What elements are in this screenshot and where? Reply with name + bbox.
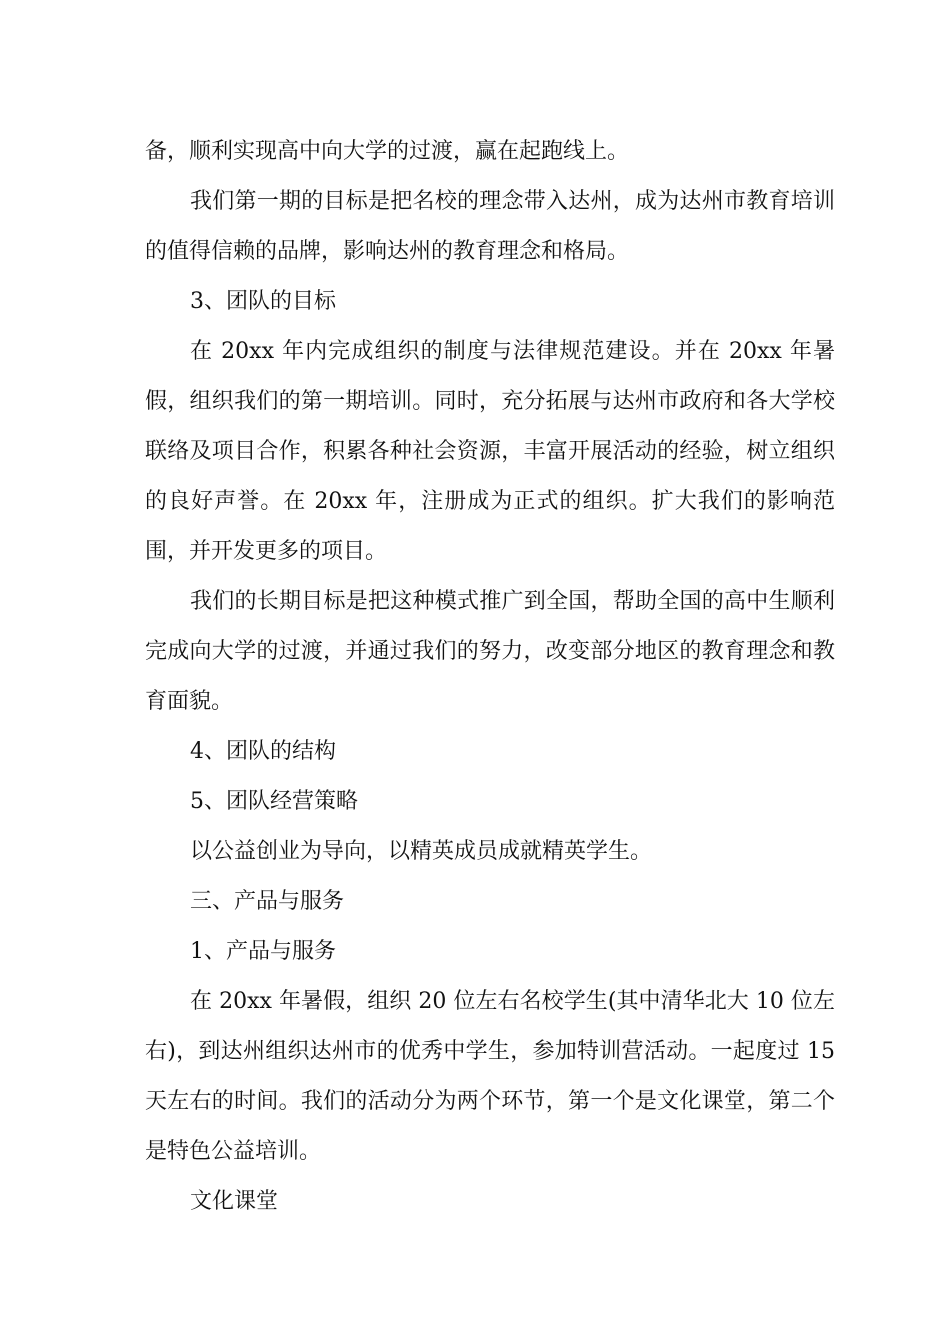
heading-products-services: 1、产品与服务 xyxy=(190,939,336,964)
paragraph-first-phase-goal: 我们第一期的目标是把名校的理念带入达州，成为达州市教育培训的值得信赖的品牌，影响达州的教育理念和格局。 xyxy=(145,189,835,264)
paragraph-continuation: 备，顺利实现高中向大学的过渡，赢在起跑线上。 xyxy=(145,139,630,164)
heading-culture-class: 文化课堂 xyxy=(190,1189,279,1214)
paragraph-summer-camp: 在 20xx 年暑假，组织 20 位左右名校学生(其中清华北大 10 位左右)，到达州组织达州市的优秀中学生，参加特训营活动。一起度过 15 天左右的时间。我们的活动分为两个环节，第一个是文化课堂，第二个是特色公益培训。 xyxy=(145,989,835,1164)
heading-team-strategy: 5、团队经营策略 xyxy=(190,789,358,814)
heading-team-structure: 4、团队的结构 xyxy=(190,739,336,764)
paragraph-long-term-goal: 我们的长期目标是把这种模式推广到全国，帮助全国的高中生顺利完成向大学的过渡，并通过我们的努力，改变部分地区的教育理念和教育面貌。 xyxy=(145,589,835,714)
paragraph-strategy: 以公益创业为导向，以精英成员成就精英学生。 xyxy=(190,839,653,864)
heading-team-goals: 3、团队的目标 xyxy=(190,289,336,314)
heading-products-services-section: 三、产品与服务 xyxy=(190,889,345,914)
document-body xyxy=(145,127,835,1227)
paragraph-team-goals: 在 20xx 年内完成组织的制度与法律规范建设。并在 20xx 年暑假，组织我们的第一期培训。同时，充分拓展与达州市政府和各大学校联络及项目合作，积累各种社会资源，丰富开展活动的经验，树立组织的良好声誉。在 20xx 年，注册成为正式的组织。扩大我们的影响范围，并开发更多的项目。 xyxy=(145,339,835,564)
